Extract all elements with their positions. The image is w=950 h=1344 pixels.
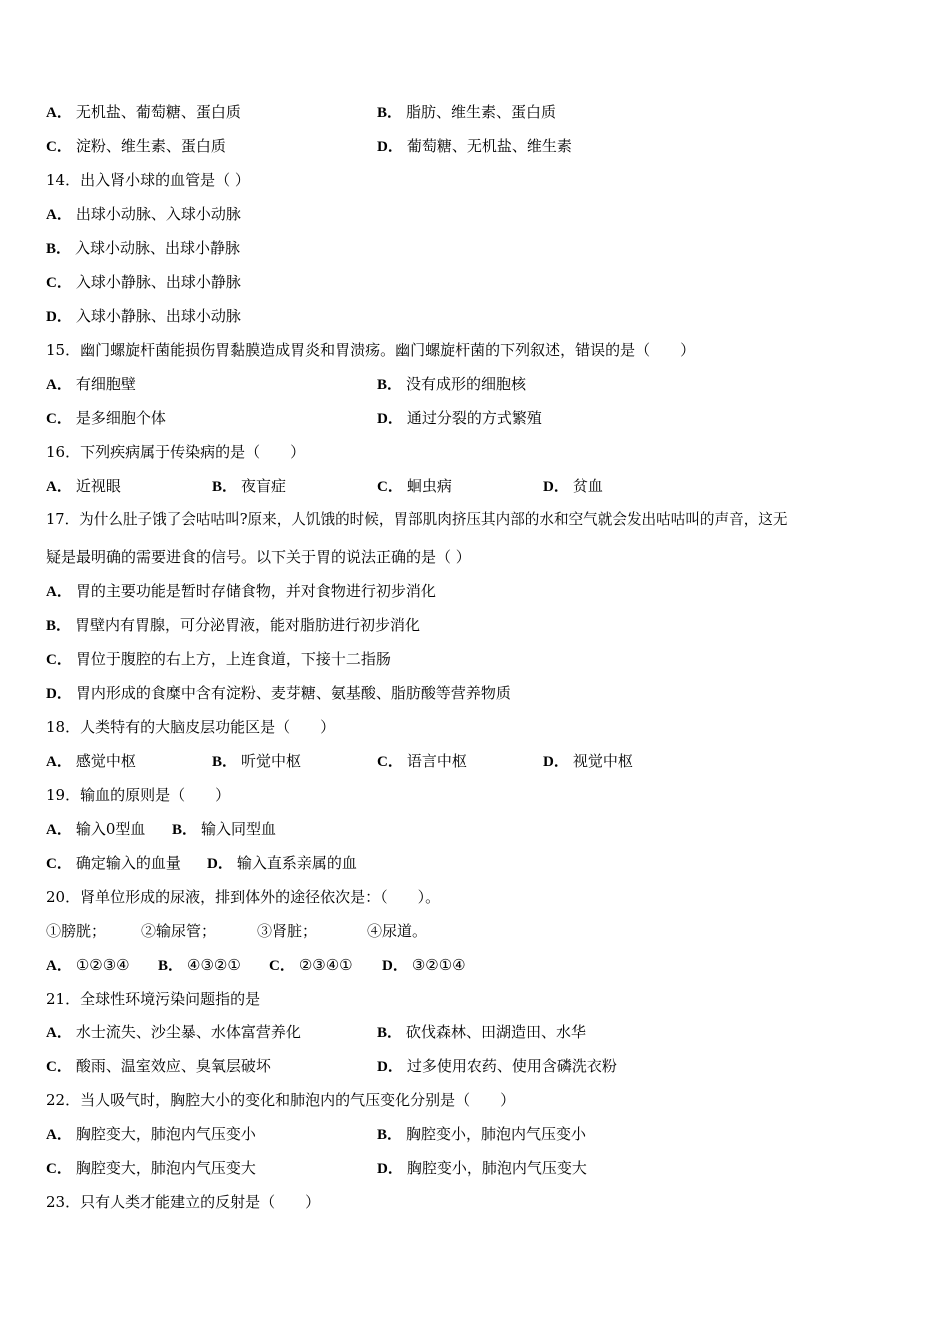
q22-stem: 22．当人吸气时，胸腔大小的变化和肺泡内的气压变化分别是（ ） [46, 1091, 516, 1109]
q18-option-d: D． 视觉中枢 [543, 752, 633, 770]
q16-option-d: D． 贫血 [543, 477, 603, 495]
q19-stem: 19．输血的原则是（ ） [46, 786, 231, 804]
q20-option-c: C． ②③④① [269, 956, 353, 974]
q20-option-d: D． ③②①④ [382, 956, 466, 974]
q18-option-b: B． 听觉中枢 [212, 752, 302, 770]
q20-item-4: ④尿道。 [367, 922, 428, 940]
q20-item-3: ③肾脏； [257, 922, 318, 940]
q13-option-a: A． 无机盐、葡萄糖、蛋白质 [46, 103, 241, 121]
q20-item-1: ①膀胱； [46, 922, 107, 940]
q17-option-c: C． 胃位于腹腔的右上方，上连食道，下接十二指肠 [46, 650, 391, 668]
q14-option-a: A． 出球小动脉、入球小动脉 [46, 205, 241, 223]
q14-stem: 14．出入肾小球的血管是（ ） [46, 171, 250, 189]
q19-option-c: C． 确定输入的血量 [46, 854, 181, 872]
q22-option-c: C． 胸腔变大，肺泡内气压变大 [46, 1159, 256, 1177]
q17-option-a: A． 胃的主要功能是暂时存储食物，并对食物进行初步消化 [46, 582, 436, 600]
q23-stem: 23．只有人类才能建立的反射是（ ） [46, 1193, 321, 1211]
q15-option-c: C． 是多细胞个体 [46, 409, 166, 427]
q21-option-c: C． 酸雨、温室效应、臭氧层破坏 [46, 1057, 271, 1075]
q20-stem: 20．肾单位形成的尿液，排到体外的途径依次是：（ ）。 [46, 888, 441, 906]
q16-option-a: A． 近视眼 [46, 477, 121, 495]
q21-option-b: B． 砍伐森林、田湖造田、水华 [377, 1023, 587, 1041]
q17-option-b: B． 胃壁内有胃腺，可分泌胃液，能对脂肪进行初步消化 [46, 616, 421, 634]
q14-option-d: D． 入球小静脉、出球小动脉 [46, 307, 241, 325]
q18-stem: 18．人类特有的大脑皮层功能区是（ ） [46, 718, 336, 736]
q17-stem-line-2: 疑是最明确的需要进食的信号。以下关于胃的说法正确的是（ ） [46, 548, 471, 566]
q13-option-c: C． 淀粉、维生素、蛋白质 [46, 137, 226, 155]
q22-option-d: D． 胸腔变小，肺泡内气压变大 [377, 1159, 587, 1177]
q15-option-b: B． 没有成形的细胞核 [377, 375, 527, 393]
q16-option-b: B． 夜盲症 [212, 477, 287, 495]
q16-stem: 16．下列疾病属于传染病的是（ ） [46, 443, 306, 461]
q14-option-b: B． 入球小动脉、出球小静脉 [46, 239, 241, 257]
q19-option-a: A． 输入0型血 [46, 820, 146, 838]
q19-option-d: D． 输入直系亲属的血 [207, 854, 357, 872]
q15-option-d: D． 通过分裂的方式繁殖 [377, 409, 542, 427]
q20-option-a: A． ①②③④ [46, 956, 130, 974]
q15-stem: 15．幽门螺旋杆菌能损伤胃黏膜造成胃炎和胃溃疡。幽门螺旋杆菌的下列叙述，错误的是（ ） [46, 341, 696, 359]
q15-option-a: A． 有细胞壁 [46, 375, 136, 393]
q18-option-c: C． 语言中枢 [377, 752, 467, 770]
q20-option-b: B． ④③②① [158, 956, 241, 974]
q14-option-c: C． 入球小静脉、出球小静脉 [46, 273, 241, 291]
q20-item-2: ②输尿管； [141, 922, 217, 940]
q22-option-b: B． 胸腔变小，肺泡内气压变小 [377, 1125, 587, 1143]
q21-option-d: D． 过多使用农药、使用含磷洗衣粉 [377, 1057, 617, 1075]
q19-option-b: B． 输入同型血 [172, 820, 277, 838]
q17-stem-line-1: 17．为什么肚子饿了会咕咕叫?原来，人饥饿的时候，胃部肌肉挤压其内部的水和空气就会发出咕咕叫的声音，这无 [46, 511, 788, 528]
q13-option-b: B． 脂肪、维生素、蛋白质 [377, 103, 557, 121]
q17-option-d: D． 胃内形成的食糜中含有淀粉、麦芽糖、氨基酸、脂肪酸等营养物质 [46, 684, 511, 702]
q21-stem: 21．全球性环境污染问题指的是 [46, 990, 261, 1008]
q16-option-c: C． 蛔虫病 [377, 477, 452, 495]
q18-option-a: A． 感觉中枢 [46, 752, 136, 770]
q13-option-d: D． 葡萄糖、无机盐、维生素 [377, 137, 572, 155]
q22-option-a: A． 胸腔变大，肺泡内气压变小 [46, 1125, 256, 1143]
q21-option-a: A． 水士流失、沙尘暴、水体富营养化 [46, 1023, 301, 1041]
